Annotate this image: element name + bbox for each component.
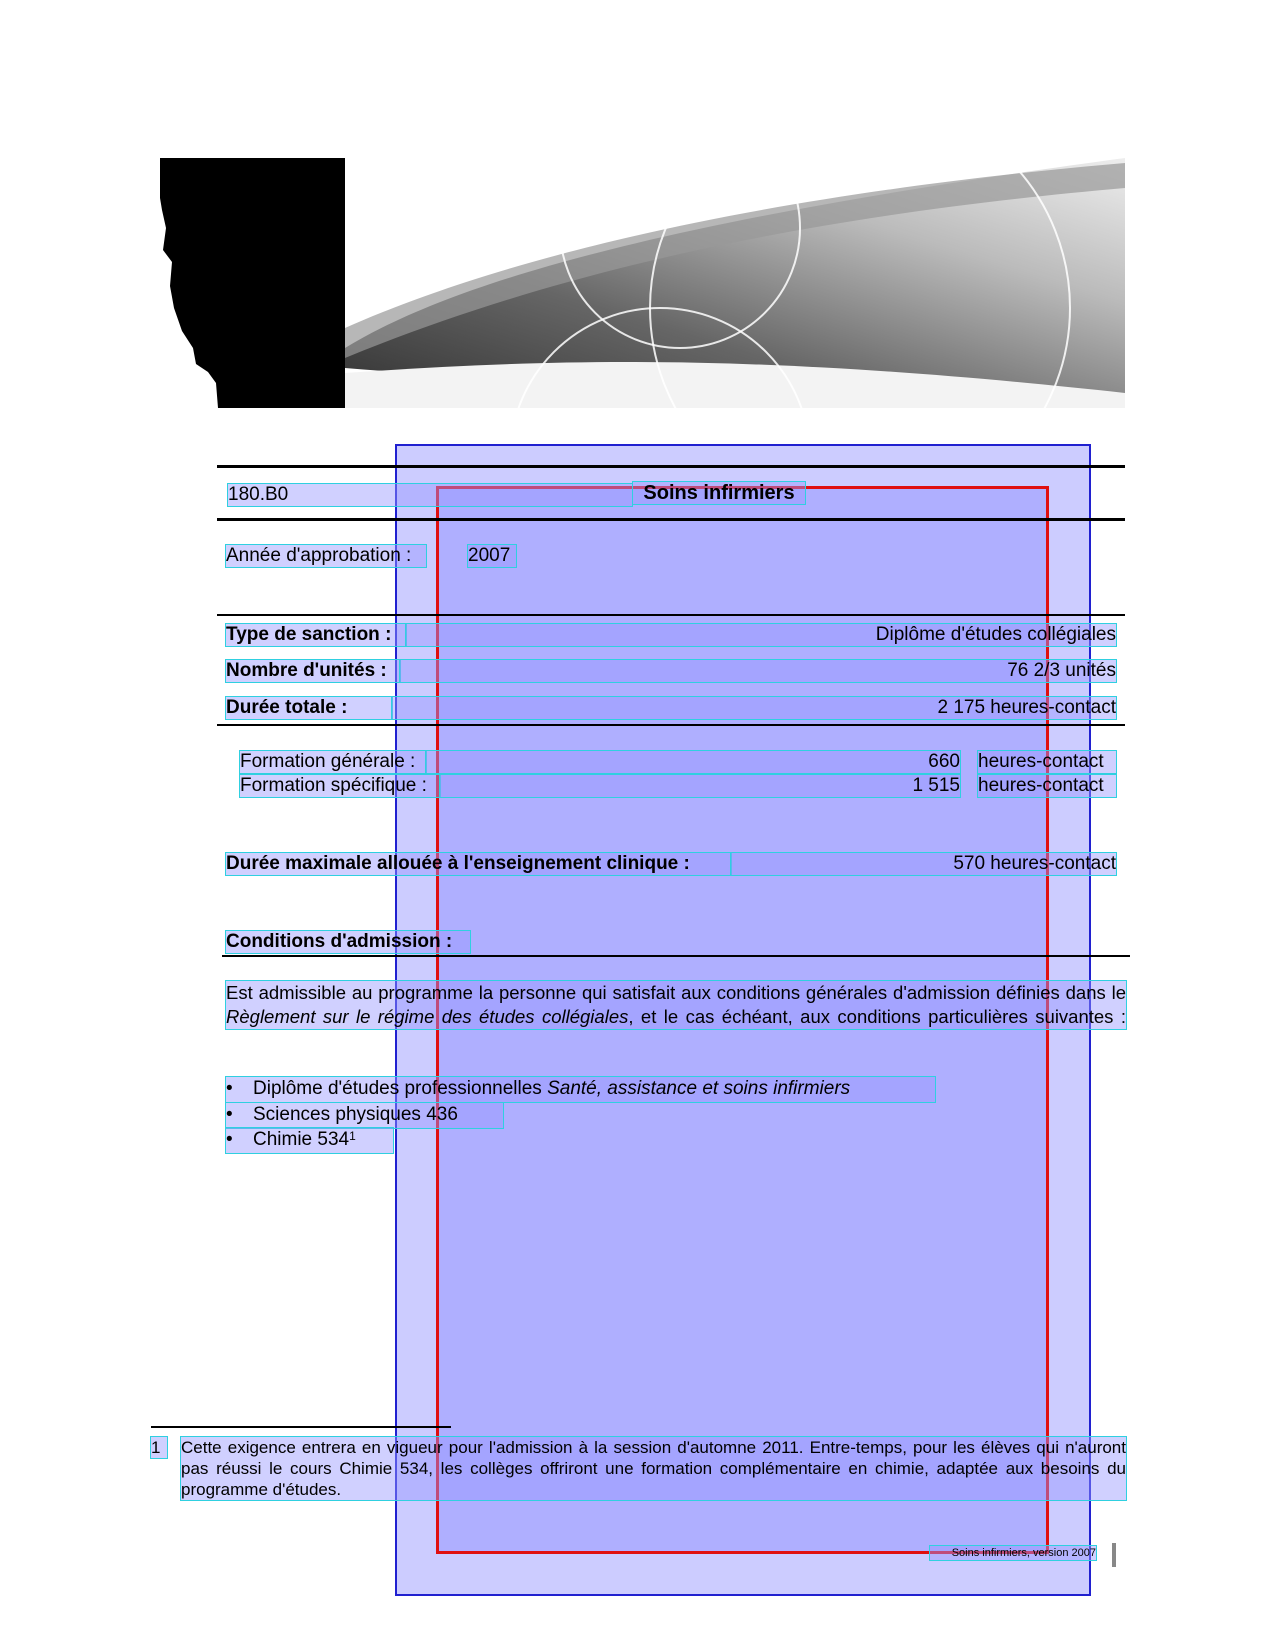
footnote-reference[interactable]: 1: [349, 1129, 356, 1143]
admission-text-part1: Est admissible au programme la personne qui satisfait aux conditions générales d'admission définies dans le: [226, 982, 1126, 1003]
general-training-hours: 660: [426, 751, 960, 773]
general-training-unit: heures-contact: [978, 751, 1116, 773]
specific-training-hours: 1 515: [440, 775, 960, 797]
specific-training-unit: heures-contact: [978, 775, 1116, 797]
units-label: Nombre d'unités :: [226, 660, 400, 682]
summary-top-rule: [217, 614, 1125, 616]
approval-year: 2007: [468, 545, 516, 567]
duration-value: 2 175 heures-contact: [392, 697, 1116, 719]
header-banner-image: [160, 158, 1125, 408]
approval-label: Année d'approbation :: [226, 545, 426, 567]
title-bottom-rule: [217, 518, 1125, 521]
admission-conditions-list: [226, 1077, 935, 1153]
sanction-value: Diplôme d'études collégiales: [406, 624, 1116, 646]
summary-bottom-rule: [217, 724, 1125, 726]
footnote-number: 1: [151, 1437, 167, 1458]
list-item: • Sciences physiques 436: [226, 1103, 503, 1128]
specific-training-label: Formation spécifique :: [240, 775, 440, 797]
admission-heading: Conditions d'admission :: [226, 931, 470, 953]
admission-rule: [222, 955, 1130, 957]
general-training-label: Formation générale :: [240, 751, 426, 773]
sanction-label: Type de sanction :: [226, 624, 406, 646]
program-code: 180.B0: [228, 484, 632, 506]
program-title: Soins infirmiers: [633, 482, 805, 504]
admission-paragraph: [226, 981, 1126, 1029]
list-item: • Diplôme d'études professionnelles Santé, assistance et soins infirmiers: [226, 1077, 935, 1102]
clinical-value: 570 heures-contact: [731, 853, 1116, 875]
footnote-separator: [151, 1426, 451, 1428]
footnote-text: Cette exigence entrera en vigueur pour l'admission à la session d'automne 2011. Entre-temps, pour les élèves qui n'auront pas réussi le cours Chimie 534, les collèges offriront une formation complémentaire en chimie, adaptée aux besoins du programme d'études.: [181, 1438, 1126, 1499]
units-value: 76 2/3 unités: [400, 660, 1116, 682]
admission-text-part2: , et le cas échéant, aux conditions particulières suivantes :: [628, 1006, 1126, 1027]
top-rule: [217, 465, 1125, 468]
regulation-title: Règlement sur le régime des études collégiales: [226, 1006, 629, 1027]
page-marker: [1112, 1543, 1116, 1567]
clinical-label: Durée maximale allouée à l'enseignement clinique :: [226, 853, 731, 875]
footer-label: Soins infirmiers, version 2007: [930, 1546, 1096, 1560]
duration-label: Durée totale :: [226, 697, 392, 719]
list-item: • Chimie $534^1$: [226, 1128, 393, 1153]
